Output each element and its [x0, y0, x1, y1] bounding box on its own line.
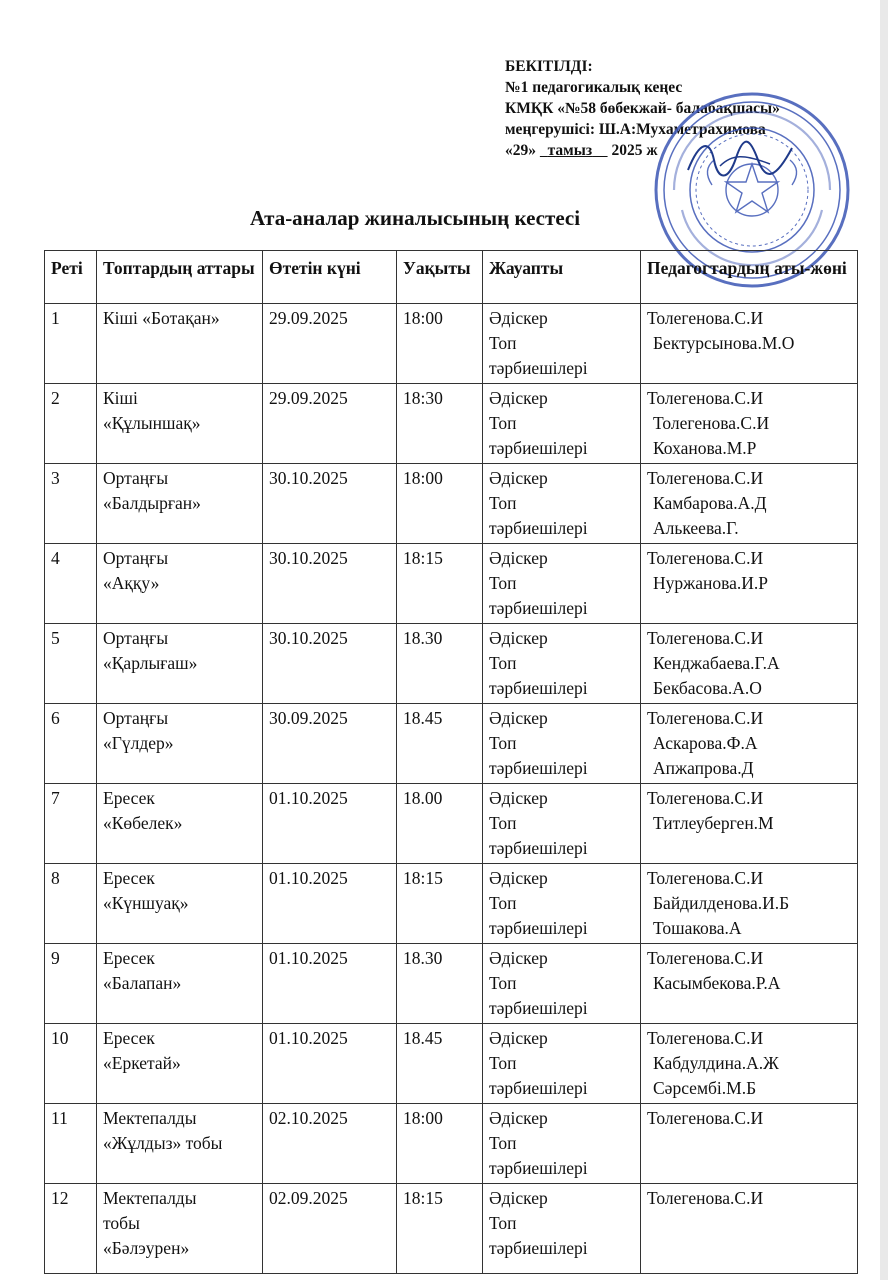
responsible: [483, 784, 641, 864]
responsible-line: Әдіскер: [489, 548, 548, 568]
group-name-line: Ортаңғы: [103, 468, 169, 488]
meeting-date: 01.10.2025: [263, 1024, 397, 1104]
teacher-names: [641, 704, 858, 784]
meeting-date: 29.09.2025: [263, 384, 397, 464]
responsible-line: Топ: [489, 573, 517, 593]
teacher-names: [641, 624, 858, 704]
page-edge: [880, 0, 888, 1280]
table-row: [45, 304, 858, 384]
teacher-names-line: Кенджабаева.Г.А: [653, 653, 780, 673]
responsible-line: тәрбиешілері: [489, 1158, 588, 1178]
responsible-line: Топ: [489, 733, 517, 753]
teacher-names-line: Толегенова.С.И: [647, 948, 764, 968]
group-name-line: Ересек: [103, 868, 155, 888]
table-header-row: [45, 251, 858, 304]
teacher-names: [641, 384, 858, 464]
group-name: [97, 1184, 263, 1274]
teacher-names-line: Апжапрова.Д: [653, 758, 754, 778]
teacher-names-line: Толегенова.С.И: [647, 468, 764, 488]
meeting-time: 18:15: [397, 544, 483, 624]
row-number: 6: [45, 704, 97, 784]
meeting-time: 18:00: [397, 304, 483, 384]
teacher-names-line: Толегенова.С.И: [647, 708, 764, 728]
approval-date-year: 2025 ж: [611, 142, 658, 159]
teacher-names: [641, 784, 858, 864]
teacher-names-line: Бекбасова.А.О: [653, 678, 762, 698]
teacher-names: [641, 464, 858, 544]
responsible-line: тәрбиешілері: [489, 678, 588, 698]
teacher-names: [641, 544, 858, 624]
group-name-line: Ортаңғы: [103, 548, 169, 568]
row-number: 11: [45, 1104, 97, 1184]
teacher-names: [641, 304, 858, 384]
header-teachers: Педагогтардың аты-жөні: [641, 251, 858, 304]
meeting-date: 01.10.2025: [263, 944, 397, 1024]
teacher-names-line: Кабдулдина.А.Ж: [653, 1053, 779, 1073]
header-responsible: Жауапты: [483, 251, 641, 304]
group-name-line: Ересек: [103, 788, 155, 808]
responsible: [483, 704, 641, 784]
teacher-names: [641, 1184, 858, 1274]
responsible-line: Әдіскер: [489, 708, 548, 728]
table-row: [45, 384, 858, 464]
responsible: [483, 1104, 641, 1184]
meeting-time: 18:30: [397, 384, 483, 464]
responsible-line: Әдіскер: [489, 1028, 548, 1048]
table-row: [45, 864, 858, 944]
teacher-names: [641, 944, 858, 1024]
approval-council: №1 педагогикалық кеңес: [505, 79, 683, 96]
responsible: [483, 464, 641, 544]
responsible-line: Топ: [489, 1133, 517, 1153]
responsible: [483, 624, 641, 704]
group-name-line: «Балдырған»: [103, 493, 201, 513]
responsible-line: Топ: [489, 1053, 517, 1073]
responsible-line: тәрбиешілері: [489, 838, 588, 858]
responsible: [483, 864, 641, 944]
teacher-names-line: Толегенова.С.И: [647, 388, 764, 408]
responsible-line: Топ: [489, 973, 517, 993]
responsible-line: тәрбиешілері: [489, 518, 588, 538]
meeting-date: 30.10.2025: [263, 624, 397, 704]
approval-head: меңгерушісі: Ш.А:Мухаметрахимова: [505, 121, 766, 138]
table-row: [45, 784, 858, 864]
group-name: [97, 864, 263, 944]
group-name-line: Ортаңғы: [103, 628, 169, 648]
group-name-line: Кіші «Ботақан»: [103, 308, 220, 328]
teacher-names-line: Толегенова.С.И: [647, 628, 764, 648]
table-row: [45, 544, 858, 624]
responsible-line: тәрбиешілері: [489, 438, 588, 458]
group-name: [97, 784, 263, 864]
group-name-line: «Қарлығаш»: [103, 653, 198, 673]
group-name-line: «Жұлдыз» тобы: [103, 1133, 223, 1153]
approval-title: БЕКІТІЛДІ:: [505, 58, 593, 75]
responsible: [483, 1184, 641, 1274]
responsible-line: Топ: [489, 413, 517, 433]
group-name-line: «Балапан»: [103, 973, 182, 993]
responsible: [483, 944, 641, 1024]
group-name: [97, 464, 263, 544]
teacher-names-line: Сәрсембі.М.Б: [653, 1078, 757, 1098]
group-name: [97, 944, 263, 1024]
responsible-line: тәрбиешілері: [489, 1238, 588, 1258]
group-name: [97, 384, 263, 464]
group-name-line: тобы: [103, 1213, 140, 1233]
group-name-line: Кіші: [103, 388, 138, 408]
group-name-line: «Құлыншақ»: [103, 413, 201, 433]
responsible-line: Топ: [489, 493, 517, 513]
header-time: Уақыты: [397, 251, 483, 304]
teacher-names-line: Толегенова.С.И: [653, 413, 770, 433]
table-row: [45, 1104, 858, 1184]
teacher-names: [641, 864, 858, 944]
group-name-line: Ортаңғы: [103, 708, 169, 728]
row-number: 10: [45, 1024, 97, 1104]
approval-date-day: «29»: [505, 142, 536, 159]
meeting-date: 29.09.2025: [263, 304, 397, 384]
group-name: [97, 1104, 263, 1184]
responsible-line: Әдіскер: [489, 1108, 548, 1128]
table-row: [45, 944, 858, 1024]
teacher-names-line: Толегенова.С.И: [647, 868, 764, 888]
responsible: [483, 304, 641, 384]
responsible-line: Әдіскер: [489, 468, 548, 488]
group-name: [97, 704, 263, 784]
group-name-line: Мектепалды: [103, 1108, 197, 1128]
teacher-names-line: Аскарова.Ф.А: [653, 733, 758, 753]
meeting-date: 30.10.2025: [263, 464, 397, 544]
approval-organization: КМҚК «№58 бөбекжай- балабақшасы»: [505, 100, 780, 117]
meeting-time: 18.30: [397, 944, 483, 1024]
responsible-line: тәрбиешілері: [489, 758, 588, 778]
teacher-names-line: Толегенова.С.И: [647, 1028, 764, 1048]
table-row: [45, 464, 858, 544]
group-name: [97, 304, 263, 384]
group-name-line: «Гүлдер»: [103, 733, 174, 753]
group-name: [97, 544, 263, 624]
teacher-names: [641, 1104, 858, 1184]
responsible-line: Топ: [489, 653, 517, 673]
row-number: 4: [45, 544, 97, 624]
teacher-names-line: Толегенова.С.И: [647, 548, 764, 568]
responsible: [483, 544, 641, 624]
group-name-line: «Көбелек»: [103, 813, 183, 833]
teacher-names-line: Титлеуберген.М: [653, 813, 774, 833]
row-number: 5: [45, 624, 97, 704]
meeting-date: 30.10.2025: [263, 544, 397, 624]
meeting-time: 18.45: [397, 1024, 483, 1104]
group-name-line: Мектепалды: [103, 1188, 197, 1208]
group-name-line: Ересек: [103, 948, 155, 968]
meeting-date: 30.09.2025: [263, 704, 397, 784]
teacher-names-line: Коханова.М.Р: [653, 438, 757, 458]
responsible-line: Әдіскер: [489, 308, 548, 328]
responsible-line: тәрбиешілері: [489, 1078, 588, 1098]
row-number: 2: [45, 384, 97, 464]
approval-date-month: тамыз: [547, 142, 593, 159]
header-no: Реті: [45, 251, 97, 304]
teacher-names-line: Бектурсынова.М.О: [653, 333, 795, 353]
meeting-schedule-table: [44, 250, 858, 1274]
responsible-line: Топ: [489, 333, 517, 353]
responsible-line: Топ: [489, 813, 517, 833]
meeting-date: 02.10.2025: [263, 1104, 397, 1184]
group-name: [97, 624, 263, 704]
document-title: Ата-аналар жиналысының кестесі: [250, 206, 581, 230]
meeting-date: 01.10.2025: [263, 864, 397, 944]
responsible-line: Әдіскер: [489, 388, 548, 408]
responsible-line: тәрбиешілері: [489, 918, 588, 938]
row-number: 1: [45, 304, 97, 384]
responsible-line: Топ: [489, 1213, 517, 1233]
table-row: [45, 624, 858, 704]
group-name-line: «Бәлэурен»: [103, 1238, 190, 1258]
teacher-names-line: Байдилденова.И.Б: [653, 893, 790, 913]
meeting-date: 02.09.2025: [263, 1184, 397, 1274]
meeting-time: 18:00: [397, 464, 483, 544]
responsible: [483, 384, 641, 464]
group-name-line: Ересек: [103, 1028, 155, 1048]
teacher-names-line: Алькеева.Г.: [653, 518, 739, 538]
header-date: Өтетін күні: [263, 251, 397, 304]
responsible-line: Әдіскер: [489, 628, 548, 648]
teacher-names-line: Тошакова.А: [653, 918, 742, 938]
responsible-line: Әдіскер: [489, 948, 548, 968]
meeting-date: 01.10.2025: [263, 784, 397, 864]
table-row: [45, 1184, 858, 1274]
row-number: 3: [45, 464, 97, 544]
meeting-time: 18:15: [397, 864, 483, 944]
meeting-time: 18:15: [397, 1184, 483, 1274]
group-name-line: «Аққу»: [103, 573, 160, 593]
teacher-names-line: Нуржанова.И.Р: [653, 573, 769, 593]
meeting-time: 18.45: [397, 704, 483, 784]
responsible-line: Әдіскер: [489, 788, 548, 808]
meeting-time: 18.00: [397, 784, 483, 864]
meeting-time: 18:00: [397, 1104, 483, 1184]
responsible-line: Топ: [489, 893, 517, 913]
responsible-line: Әдіскер: [489, 1188, 548, 1208]
header-group: Топтардың аттары: [97, 251, 263, 304]
responsible-line: тәрбиешілері: [489, 998, 588, 1018]
table-row: [45, 1024, 858, 1104]
row-number: 7: [45, 784, 97, 864]
responsible-line: тәрбиешілері: [489, 598, 588, 618]
group-name-line: «Еркетай»: [103, 1053, 181, 1073]
teacher-names-line: Толегенова.С.И: [647, 308, 764, 328]
teacher-names-line: Камбарова.А.Д: [653, 493, 767, 513]
responsible-line: Әдіскер: [489, 868, 548, 888]
teacher-names-line: Касымбекова.Р.А: [653, 973, 781, 993]
row-number: 12: [45, 1184, 97, 1274]
group-name: [97, 1024, 263, 1104]
teacher-names-line: Толегенова.С.И: [647, 1188, 764, 1208]
responsible: [483, 1024, 641, 1104]
teacher-names-line: Толегенова.С.И: [647, 788, 764, 808]
teacher-names-line: Толегенова.С.И: [647, 1108, 764, 1128]
row-number: 9: [45, 944, 97, 1024]
signature-icon: [680, 130, 800, 190]
group-name-line: «Күншуақ»: [103, 893, 189, 913]
teacher-names: [641, 1024, 858, 1104]
responsible-line: тәрбиешілері: [489, 358, 588, 378]
row-number: 8: [45, 864, 97, 944]
meeting-time: 18.30: [397, 624, 483, 704]
table-row: [45, 704, 858, 784]
